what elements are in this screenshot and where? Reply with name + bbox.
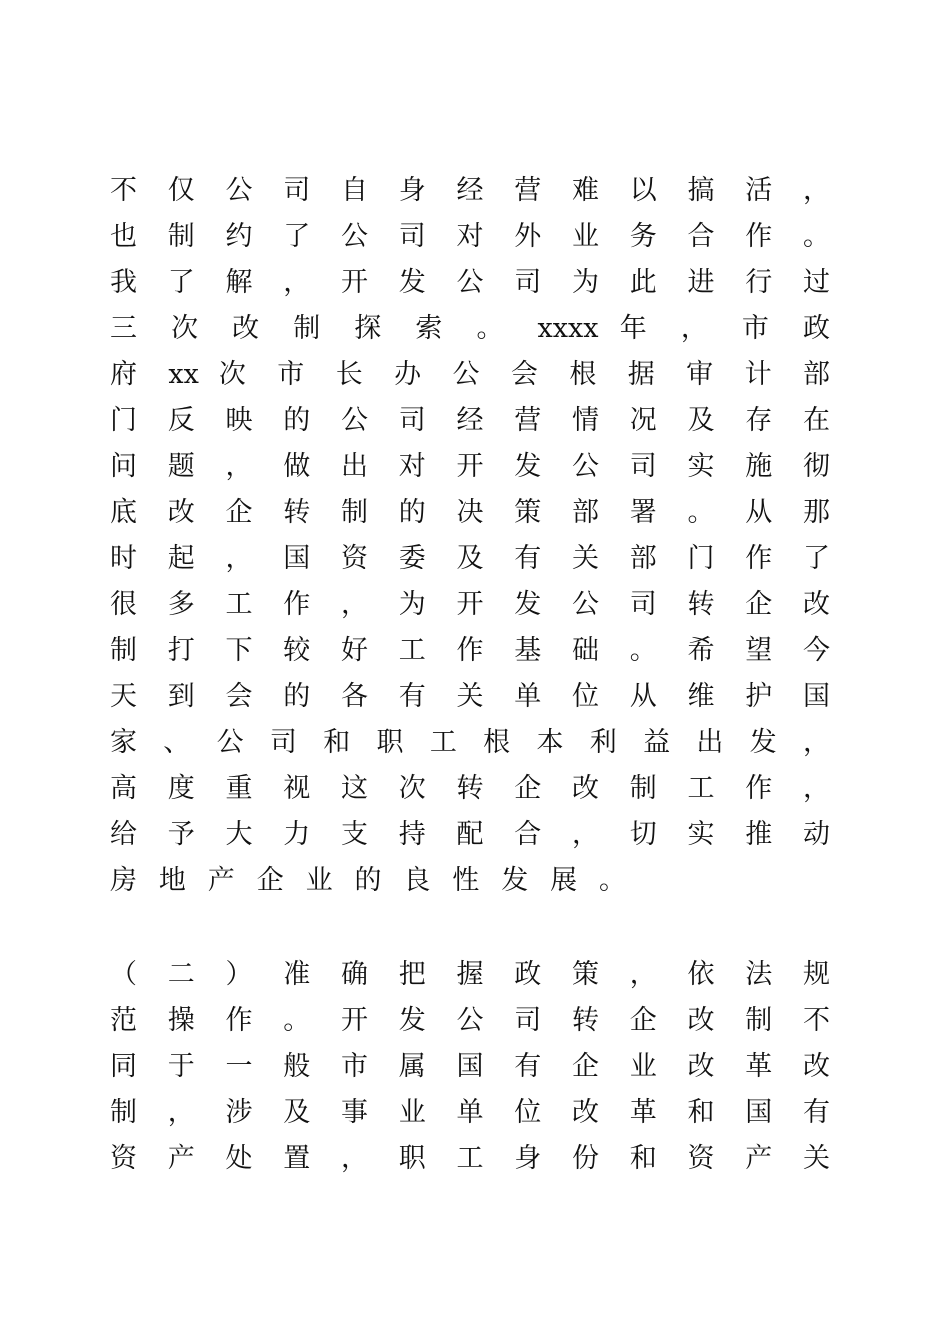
text-line: 给 予 大 力 支 持 配 合 ， 切 实 推 动 (110, 819, 830, 850)
text-line: 门 反 映 的 公 司 经 营 情 况 及 存 在 (110, 405, 830, 436)
text-line: 范 操 作 。 开 发 公 司 转 企 改 制 不 (110, 1005, 830, 1036)
section-heading-line: （ 二 ） 准 确 把 握 政 策 ， 依 法 规 (110, 959, 830, 990)
text-line: 不 仅 公 司 自 身 经 营 难 以 搞 活 ， (110, 175, 830, 206)
text-line: 底 改 企 转 制 的 决 策 部 署 。 从 那 (110, 497, 830, 528)
text-line: 高 度 重 视 这 次 转 企 改 制 工 作 ， (110, 773, 830, 804)
text-line: 三 次 改 制 探 索 。 xxxx 年 ， 市 政 (110, 313, 830, 344)
text-line: 我 了 解 ， 开 发 公 司 为 此 进 行 过 (110, 267, 830, 298)
text-line: 时 起 ， 国 资 委 及 有 关 部 门 作 了 (110, 543, 830, 574)
text-line: 问 题 ， 做 出 对 开 发 公 司 实 施 彻 (110, 451, 830, 482)
text-line: 制 ， 涉 及 事 业 单 位 改 革 和 国 有 (110, 1097, 830, 1128)
text-line: 家 、 公 司 和 职 工 根 本 利 益 出 发 ， (110, 727, 830, 758)
text-line: 很 多 工 作 ， 为 开 发 公 司 转 企 改 (110, 589, 830, 620)
text-line: 制 打 下 较 好 工 作 基 础 。 希 望 今 (110, 635, 830, 666)
text-line: 资 产 处 置 ， 职 工 身 份 和 资 产 关 (110, 1143, 830, 1174)
text-line: 天 到 会 的 各 有 关 单 位 从 维 护 国 (110, 681, 830, 712)
text-line: 也 制 约 了 公 司 对 外 业 务 合 作 。 (110, 221, 830, 252)
text-line-last: 房 地 产 企 业 的 良 性 发 展 。 (110, 865, 626, 896)
text-line: 府 xx 次 市 长 办 公 会 根 据 审 计 部 (110, 359, 830, 390)
paragraph-reform-background (110, 168, 830, 904)
text-line: 同 于 一 般 市 属 国 有 企 业 改 革 改 (110, 1051, 830, 1082)
paragraph-policy-section (110, 952, 830, 1182)
